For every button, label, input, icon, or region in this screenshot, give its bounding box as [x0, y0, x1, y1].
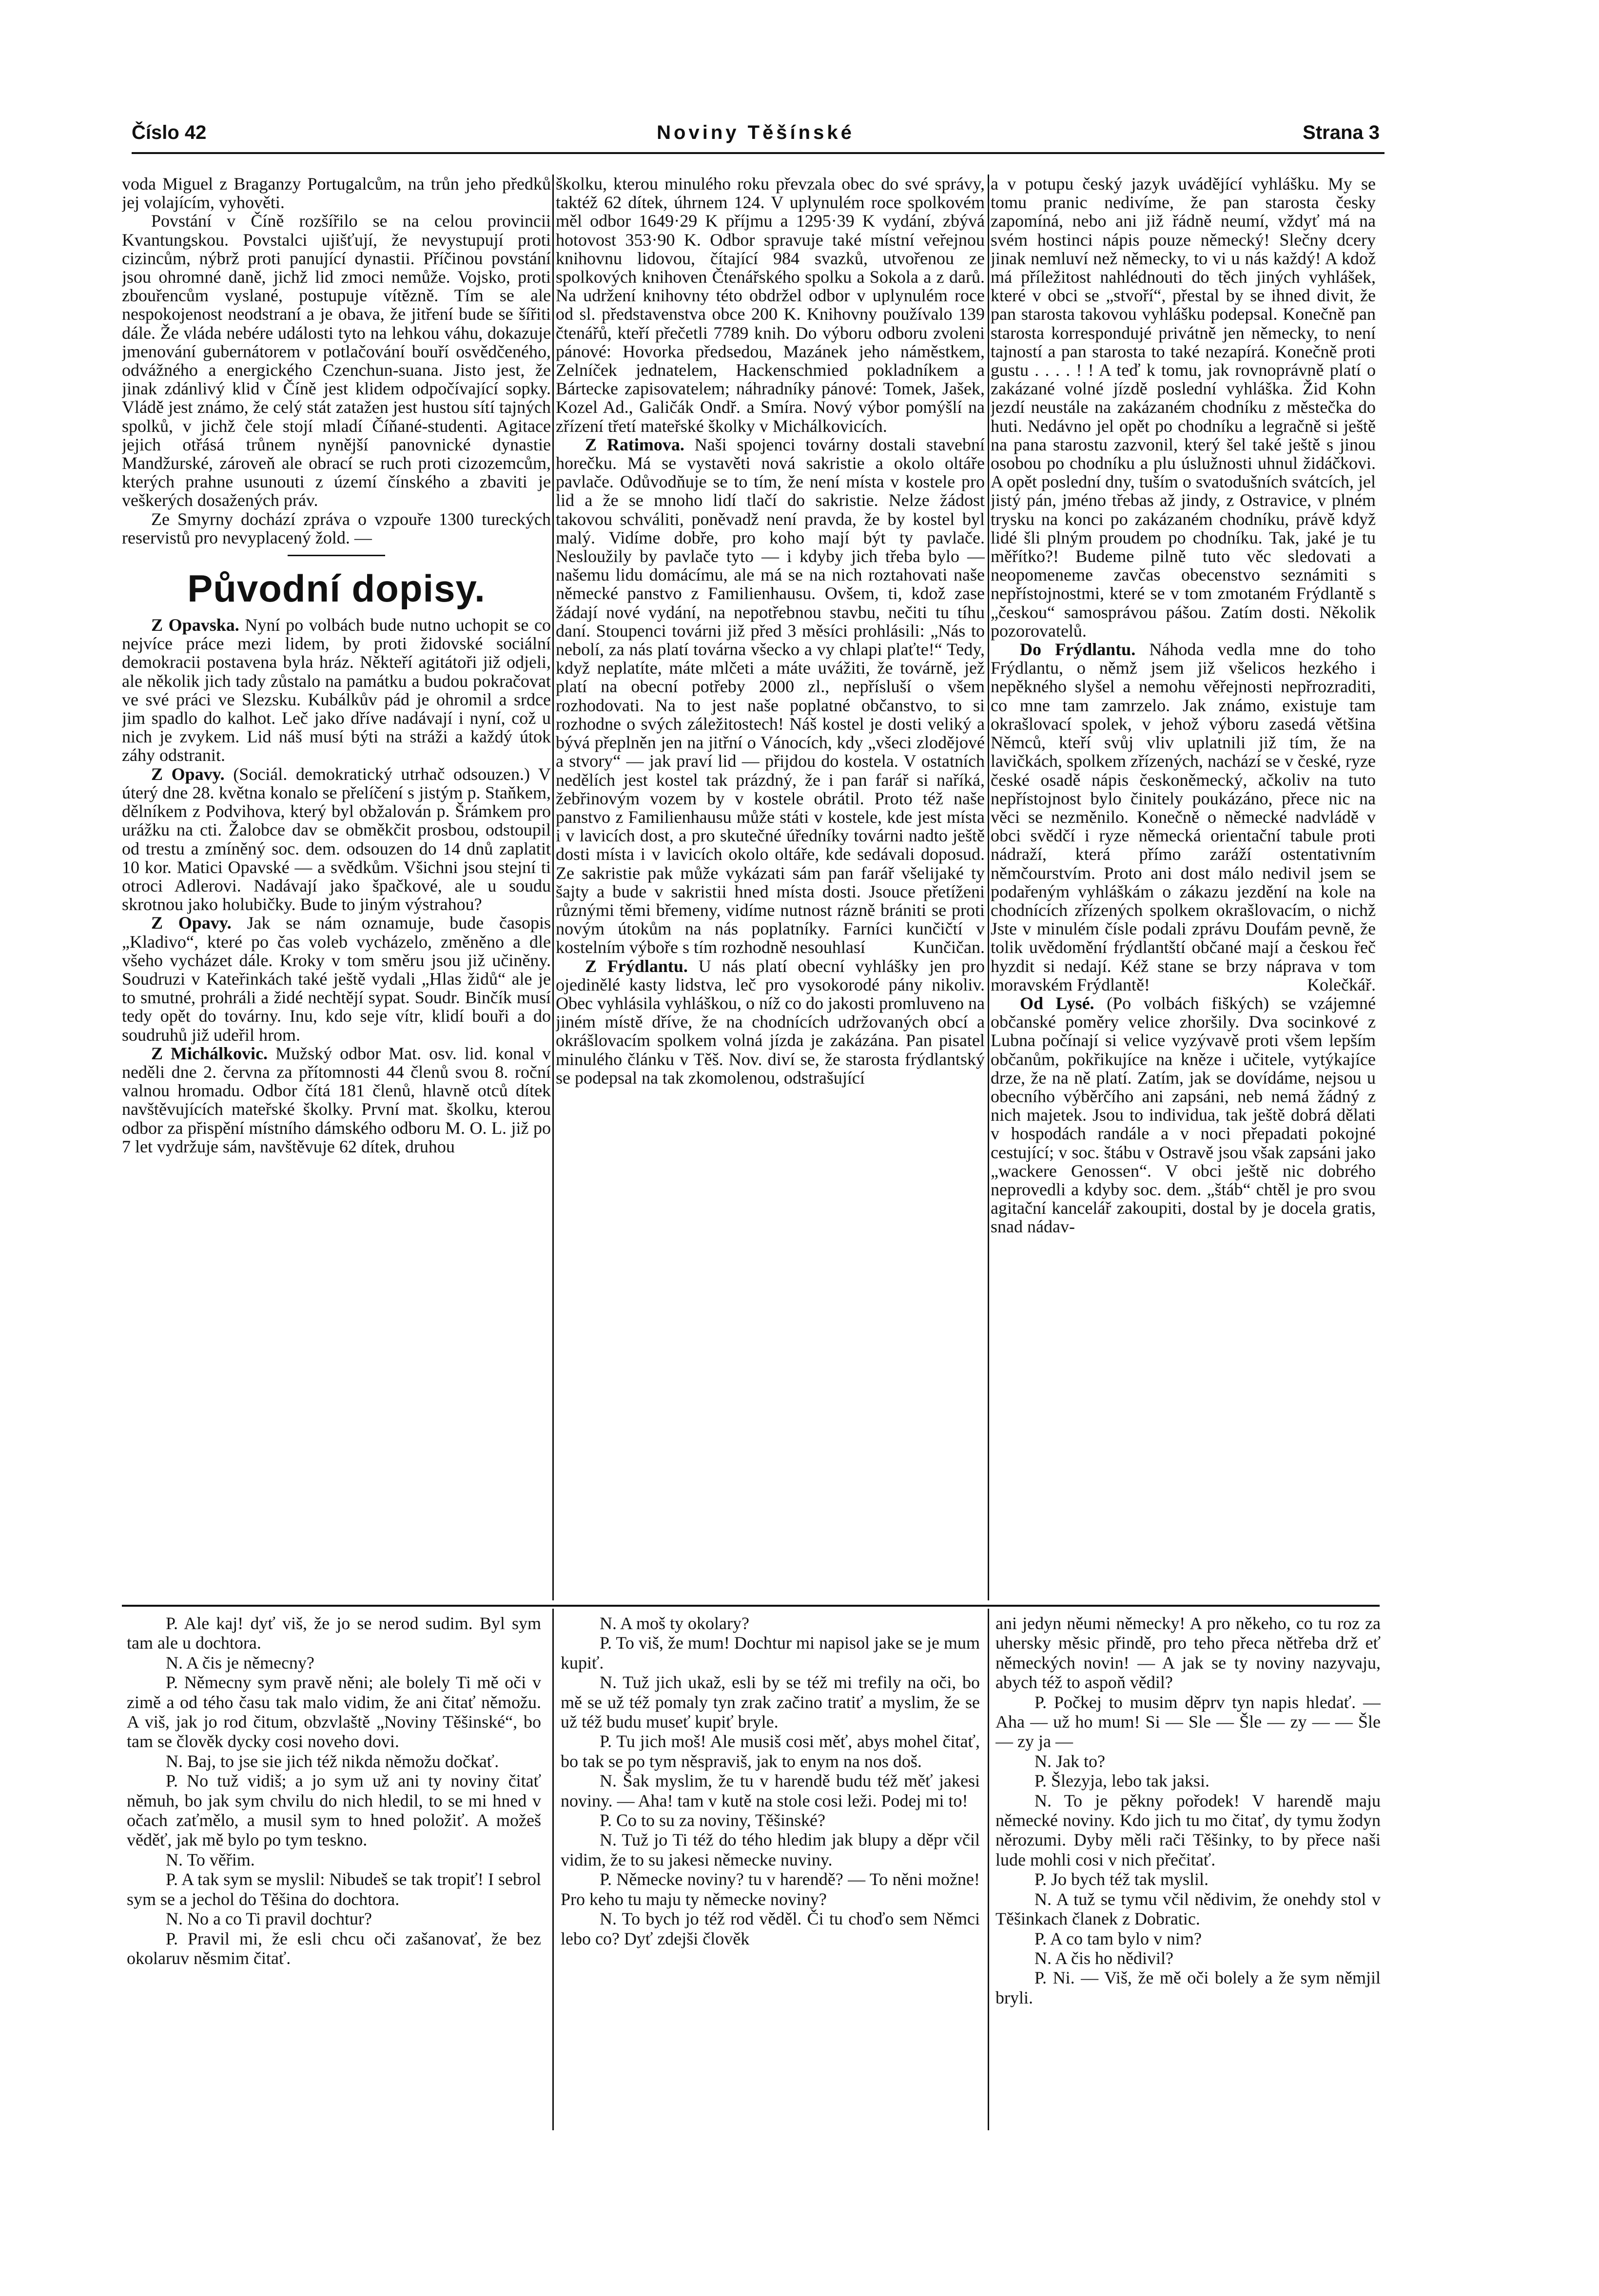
dialogue-line: P. Tu jich moš! Ale musiš cosi měť, abys mohel čitať, bo tak se po tym něspraviš, jak to enym na nos doš. [561, 1732, 980, 1771]
dialogue-line: P. No tuž vidiš; a jo sym už ani ty noviny čitať němuh, bo jak sym chvilu do nich hledil, to se mi hned v očach zaťmělo, a musil sym to hned položiť. A možeš věděť, jak mě bylo po tym tesknо. [127, 1771, 541, 1850]
dialogue-line: ani jedyn něumi německy! A pro někeho, co tu roz za uhersky měsic přindě, pro teho přeca nětřeba drž eť německých novin! — A jak se ty noviny nazyvaju, abych též to aspoň vědil? [995, 1614, 1381, 1693]
dialogue-line: N. Jak to? [1034, 1751, 1105, 1771]
letter-od-lyse: Od Lysé. (Po volbách fiškých) se vzájemné občanské poměry velice zhoršily. Dva socinkové z Lubna počínají si velice vyzývavě proti všem lepším občanům, pokřikujíce na kněze i učitele, vytýkajíce drze, že na ně platí. Zatím, jak se dovídáme, nejsou u obecního výběrčího ani zapsáni, neb nemá žádný z nich majetek. Jsou to individua, tak ještě dobrá dělati v hospodách randále a v noci přepadati pokojné cestující; v soc. štábu v Ostravě jsou však zapsáni jako „wackere Genossen“. V obci ještě nic dobrého neprovedli a kdyby soc. dem. „štáb“ chtěl je pro svou agitační kancelář zakoupiti, dostal by je docela gratis, snad nádav- [991, 993, 1376, 1237]
place-name: Z Frýdlantu. [585, 956, 688, 976]
header-rule [132, 152, 1384, 154]
place-name: Z Ratimova. [585, 434, 684, 454]
dialogue-line: N. To je pěkny pořodek! V harendě maju německé noviny. Kdo jich tu mo čitať, dy tymu žodyn něrozumi. Dyby měli rači Těšinky, to by přece naši lude mohli cosi v nich přečitať. [995, 1790, 1381, 1869]
dialogue-line: P. Počkej to musim děprv tyn napis hledať. — Aha — už ho mum! Si — Sle — Šle — zy — — Šle — zy ja — [995, 1692, 1381, 1751]
dialogue-line: P. Co to su za noviny, Těšinské? [600, 1810, 825, 1830]
dialogue-column-3 [995, 1614, 1381, 2130]
issue-number: Číslo 42 [132, 122, 207, 143]
letter-ratimov: Z Ratimova. Naši spojenci továrny dostali stavební horečku. Má se vystavěti nová sakristie a okolo oltáře pavlače. Odůvodňuje se to tím, že není místa v kostele pro lid a že se mnoho lidí tlačí do sakristie. Nelze žádost takovou schváliti, poněvadž není pravda, že by kostel byl malý. Vidíme dobře, pro koho mají být ty pavlače. Nesloužily by pavlače tyto — i kdyby jich třeba bylo — našemu lidu domácímu, ale má se na nich roztahovati naše německé panstvo z Familienhausu. Ovšem, ti, kdož zase žádají nové vydání, na nepotřebnou stavbu, nečiti tu tíhu daní. Stoupenci továrni již před 3 měsíci prohlásili: „Nás to nebolí, za nás platí továrna všecko a vy chlapi plaťte!“ Tedy, když neplatíte, máte mlčeti a máte uvážiti, že továrně, jež platí na obecní potřeby 2000 zl., nepřísluší o všem rozhodovati. Na to jest naše poplatné občanstvo, to si rozhodne o svých záležitostech! Náš kostel je dosti veliký a bývá přeplněn jen na jitřní o Vánocích, kdy „všeci zlodějové a stvory“ — jak praví lid — přijdou do kostela. V ostatních nedělích jest kostel tak prázdný, že i pan farář si naříká, žebřinovým vozem by v kostele obrátil. Proto též naše panstvo z Familienhausu může státi v kostele, kde jest místa i v lavicích dost, a pro skutečné úředníky továrni nadto ještě dosti místa i v lavicích okolo oltáře, kde sedávali doposud. Ze sakristie pak může vykázati sám pan farář všelijaké ty šajty a bude v sakristii hned místa dosti. Jsouce přetíženi různými těmi břemeny, vidíme nutnost rázně brániti se proti novým útokům na nás poplatníky. Farníci kunčičtí v kostelním výboře s tím rozhodně nesouhlasí Kunčičan. [556, 434, 985, 957]
dialogue-line: P. Jo bych též tak myslil. [1034, 1869, 1209, 1889]
place-name: Z Opavy. [151, 764, 225, 784]
column-3 [991, 175, 1376, 1603]
page-number: Strana 3 [1303, 122, 1380, 143]
dialogue-line: N. Šak myslim, že tu v harendě budu též měť jakesi noviny. — Aha! tam v kutě na stole cosi leži. Podej mi to! [561, 1771, 980, 1810]
place-name: Z Michálkovic. [151, 1043, 268, 1063]
letter-frydlant: Z Frýdlantu. U nás platí obecní vyhlášky jen pro ojedinělé kasty lidstva, leč pro vysokorodé pány nikoliv. Obec vyhlásila vyhláškou, o níž co do jakosti promluveno na jiném místě dříve, že na chodnících udržovaných obcí a okrášlovacím spolkem volná jízda je zakázána. Pan pisatel minulého článku v Těš. Nov. diví se, že starosta frýdlantský se podepsal na tak zkomolenou, odstrašující [556, 956, 985, 1088]
dialogue-line: P. Ni. — Viš, že mě oči bolely a že sym němjil bryli. [995, 1968, 1381, 2007]
place-name: Z Opavska. [151, 615, 239, 635]
dialogue-line: N. A moš ty okolary? [600, 1614, 749, 1633]
article-smyrna: Ze Smyrny dochází zpráva o vzpouře 1300 tureckých reservistů pro nevyplacený žold. — [122, 509, 551, 547]
dialogue-line: N. A čis ho nědivil? [1034, 1948, 1173, 1968]
dialogue-line: P. Šlezyja, lebo tak jaksi. [1034, 1771, 1209, 1791]
section-divider [288, 555, 385, 556]
dialogue-line: P. Němecny sym pravě něni; ale bolely Ti mě oči v zimě a od tého času tak malo vidim, že ani čitať němožu. A viš, jak jo rod čitum, obzvlaště „Noviny Těšinské“, bo tam se člověk dycky cosi noveho dovi. [127, 1673, 541, 1751]
column-2 [556, 175, 985, 1603]
place-name: Do Frýdlantu. [1020, 640, 1136, 660]
section-heading: Původní dopisy. [187, 567, 486, 610]
dialogue-rule-1 [552, 1609, 554, 2130]
article-portugal-end: voda Miguel z Braganzy Portugalcům, na trůn jeho předků jej volajícím, vyhověti. [122, 175, 551, 213]
letter-michalkovice: Z Michálkovic. Mužský odbor Mat. osv. lid. konal v neděli dne 2. června za přítomnosti 44 členů svou 8. roční valnou hromadu. Odbor čítá 181 členů, hlavně otců dítek navštěvujících mateřské školky. První mat. školku, kterou odbor za přispění místního dámského odboru M. O. L. již po 7 let vydržuje sám, navštěvuje 62 dítek, druhou [122, 1043, 551, 1156]
letter-opavsko: Z Opavska. Nyní po volbách bude nutno uchopit se co nejvíce práce mezi lidem, by proti židovské sociální demokracii postavena byla hráz. Někteří agitátoři již odjeli, ale několik jich tady zůstalo na památku a budou pokračovat ve své práci ve Slezsku. Kubálkův pád je ohromil a srdce jim spadlo do kalhot. Leč jako dříve nadávají i nyní, což u nich je zvykem. Lid náš musí býti na stráži a každý útok záhy odstranit. [122, 615, 551, 765]
letter-michalkovice-cont: školku, kterou minulého roku převzala obec do své správy, taktéž 62 dítek, úhrnem 124. V uplynulém roce spolkovém měl odbor 1649·29 K příjmu a 1295·39 K vydání, zbývá hotovost 353·90 K. Odbor spravuje také místní veřejnou knihovnu lidovou, čítající 984 svazků, utvořenou ze spolkových knihoven Čtenářského spolku a Sokola a z darů. Na udržení knihovny této obdržel odbor v uplynulém roce od sl. představenstva obce 200 K. Knihovny používalo 139 čtenářů, kteří přečetli 7789 knih. Do výboru odboru zvoleni pánové: Hovorka předsedou, Mazánek jeho náměstkem, Zelníček jednatelem, Hackenschmied pokladníkem a Bártecke zapisovatelem; náhradníky pánové: Tomek, Jašek, Kozel Ad., Galičák Ondř. a Smíra. Nový výbor pomýšlí na zřízení třetí mateřské školky v Michálkovicích. [556, 175, 985, 436]
dialogue-rule-2 [988, 1609, 989, 2130]
section-rule [122, 1605, 1380, 1607]
dialogue-line: N. A čis je němecny? [166, 1653, 314, 1673]
article-china: Povstání v Číně rozšířilo se na celou provincii Kvantungskou. Povstalci ujišťují, že nevystupují proti cizincům, nýbrž proti panující dynastii. Příčinou povstání jsou ohromné daně, jichž lid zmoci nemůže. Vojsko, proti zbouřencům vyslané, postupuje vítězně. Tím se ale nespokojenost neodstraní a je obava, že jitření bude se šířiti dále. Že vláda nebére události tyto na lehkou váhu, dokazuje jmenování gubernátorem v potlačování bouří osvědčeného, odvážného a energického Czenchun-suana. Jisto jest, že jinak zdánlivý klid v Číně jest klidem odpočívající sopky. Vládě jest známo, že celý stát zatažen jest hustou sítí tajných spolků, v jichž čele stojí mladí Číňané-studenti. Agitace jejich otřásá trůnem nynější panovnické dynastie Mandžurské, zároveň ale obrací se ruch proti cizozemcům, kterých prahne usunouti z území čínského a zbaviti je veškerých dosažených práv. [122, 211, 551, 510]
letter-opava-1: Z Opavy. (Sociál. demokratický utrhač odsouzen.) V úterý dne 28. května konalo se přelíčení s jistým p. Staňkem, dělníkem z Podvihova, který byl obžalován p. Šrámkem pro urážku na cti. Žalobce dav se obměkčit prosbou, odstoupil od trestu a zmíněný soc. dem. odsouzen do 14 dnů zaplatit 10 kor. Matici Opavské — a svědkům. Všichni jsou stejní ti otroci Adlerovi. Nadávají jako špačkové, ale u soudu skrotnou jako holubičky. Bude to jiným výstrahou? [122, 764, 551, 915]
letter-frydlant-cont: a v potupu český jazyk uvádějící vyhlášku. My se tomu pranic nedivíme, že pan starosta česky zapomíná, nebo ani již řádně neumí, vždyť má na svém hostinci nápis pouze německý! Slečny dcery jinak nemluví než německy, to vi u nás každý! A kdož má příležitost nahlédnouti do těch jiných vyhlášek, které v obci se „stvoří“, přestal by se ihned divit, že pan starosta takovou vyhlášku podepsal. Konečně pan starosta korrespondujé privátně jen německy, to není tajností a pan starosta to také nezapírá. Konečně proti gustu . . . . ! ! A teď k tomu, jak rovnoprávně platí o zakázané volné jízdě poslední vyhláška. Žid Kohn jezdí neustále na zakázaném chodníku z městečka do huti. Nedávno jel opět po chodníku a legračně si ještě na pana starostu zazvonil, který šel také ještě s jinou osobou po chodníku a plu úslužnosti uhnul židáčkovi. A opět poslední dny, tuším o svatodušních svátcích, jel jistý pán, jméno třebas až jindy, z Ostravice, v plném trysku na konci po zakázaném chodníku, právě když lidé šli plným proudem po chodníku. Tak, jaké je tu měřítko?! Budeme pilně tuto věc sledovati a neopomeneme zavčas obecenstvo seznámiti s nepřístojnostmi, které se v tom zmotaném Frýdlantě s „českou“ samosprávou pášou. Zatím dosti. Několik pozorovatelů. [991, 175, 1376, 641]
newspaper-title: Noviny Těšínské [657, 122, 855, 143]
signature: Kunčičan. [913, 937, 985, 957]
dialogue-line: N. No a co Ti pravil dochtur? [166, 1909, 372, 1929]
letter-do-frydlantu: Do Frýdlantu. Náhoda vedla mne do toho Frýdlantu, o němž jsem již všelicos hezkého i nepěkného slyšel a nemohu věřejnosti nepřrozraditi, co mne tam zamrzelo. Jak známo, existuje tam okrašlovací spolek, v jehož výboru zasedá většina Němců, kteří svůj vliv uplatnili již tím, že na lavičkách, spolkem zřízených, nachází se v české, ryze české osadě nápis českoněmecký, ačkoliv na tuto nepřístojnost bylo činitely poukázáno, přece nic na věci se nezměnilo. Konečně o německé nadvládě v obci svědčí i ryze německá orientační tabule proti nádraží, která přímo zaráží ostentativním němčourstvím. Proto ani dost málo nedivil jsem se podařeným vyhláškám o zákazu jezdění na kole na chodnících zřízených spolkem okrašlovacím, o nichž Jste v minulém čísle podali zprávu Doufám pevně, že tolik uvědomění frýdlantští občané mají a českou řeč hyzdit si nedají. Kéž stane se brzy náprava v tom moravském Frýdlantě! Kolečkář. [991, 640, 1376, 994]
column-rule-1 [552, 175, 554, 1600]
place-name: Z Opavy. [151, 913, 232, 933]
dialogue-line: N. Baj, to jse sie jich též nikda němožu dočkať. [166, 1751, 499, 1771]
column-1 [122, 175, 551, 1603]
column-rule-2 [988, 175, 989, 1600]
place-name: Od Lysé. [1020, 993, 1094, 1013]
dialogue-line: N. Tuž jich ukaž, esli by se též mi trefily na oči, bo mě se už též pomaly tyn zrak začino tratiť a myslim, že se už též budu museť kupiť bryle. [561, 1673, 980, 1732]
dialogue-line: P. To viš, že mum! Dochtur mi napisol jake se je mum kupiť. [561, 1633, 980, 1673]
dialogue-line: N. To bych jo též rod věděl. Či tu choďo sem Němci lebo co? Dyť zdejši člověk [561, 1909, 980, 1948]
signature: Kolečkář. [1307, 974, 1376, 994]
dialogue-line: P. Ale kaj! dyť viš, že jo se nerod sudim. Byl sym tam ale u dochtora. [127, 1614, 541, 1653]
dialogue-line: P. Německe noviny? tu v harendě? — To něni možne! Pro keho tu maju ty německe noviny? [561, 1869, 980, 1909]
dialogue-column-1 [127, 1614, 541, 2130]
dialogue-line: N. Tuž jo Ti též do tého hledim jak blupy a děpr včil vidim, že to su jakesi německe nuviny. [561, 1830, 980, 1869]
page-header [132, 122, 1380, 151]
dialogue-line: P. A co tam bylo v nim? [1034, 1928, 1202, 1948]
dialogue-line: P. A tak sym se myslil: Nibudeš se tak tropiť! I sebrol sym se a jechol do Těšina do dochtora. [127, 1869, 541, 1909]
dialogue-line: N. A tuž se tymu včil nědivim, že onehdy stol v Těšinkach članek z Dobratic. [995, 1889, 1381, 1929]
letter-opava-2: Z Opavy. Jak se nám oznamuje, bude časopis „Kladivo“, které po čas voleb vycházelo, změněno a dle všeho vycházet dále. Kroky v tom směru jsou již učiněny. Soudruzi v Kateřinkách také ještě vydali „Hlas židů“ ale je to smutné, prohráli a židé nechtějí sypat. Soudr. Binčík musí tedy opět do továrny. Inu, kdo seje vítr, klidí bouři a do soudruhů již udeřil hrom. [122, 913, 551, 1045]
dialogue-column-2 [561, 1614, 980, 2130]
dialogue-line: N. To věřim. [166, 1849, 255, 1869]
dialogue-line: P. Pravil mi, že esli chcu oči zašanovať, že bez okolaruv něsmim čitať. [127, 1928, 541, 1968]
